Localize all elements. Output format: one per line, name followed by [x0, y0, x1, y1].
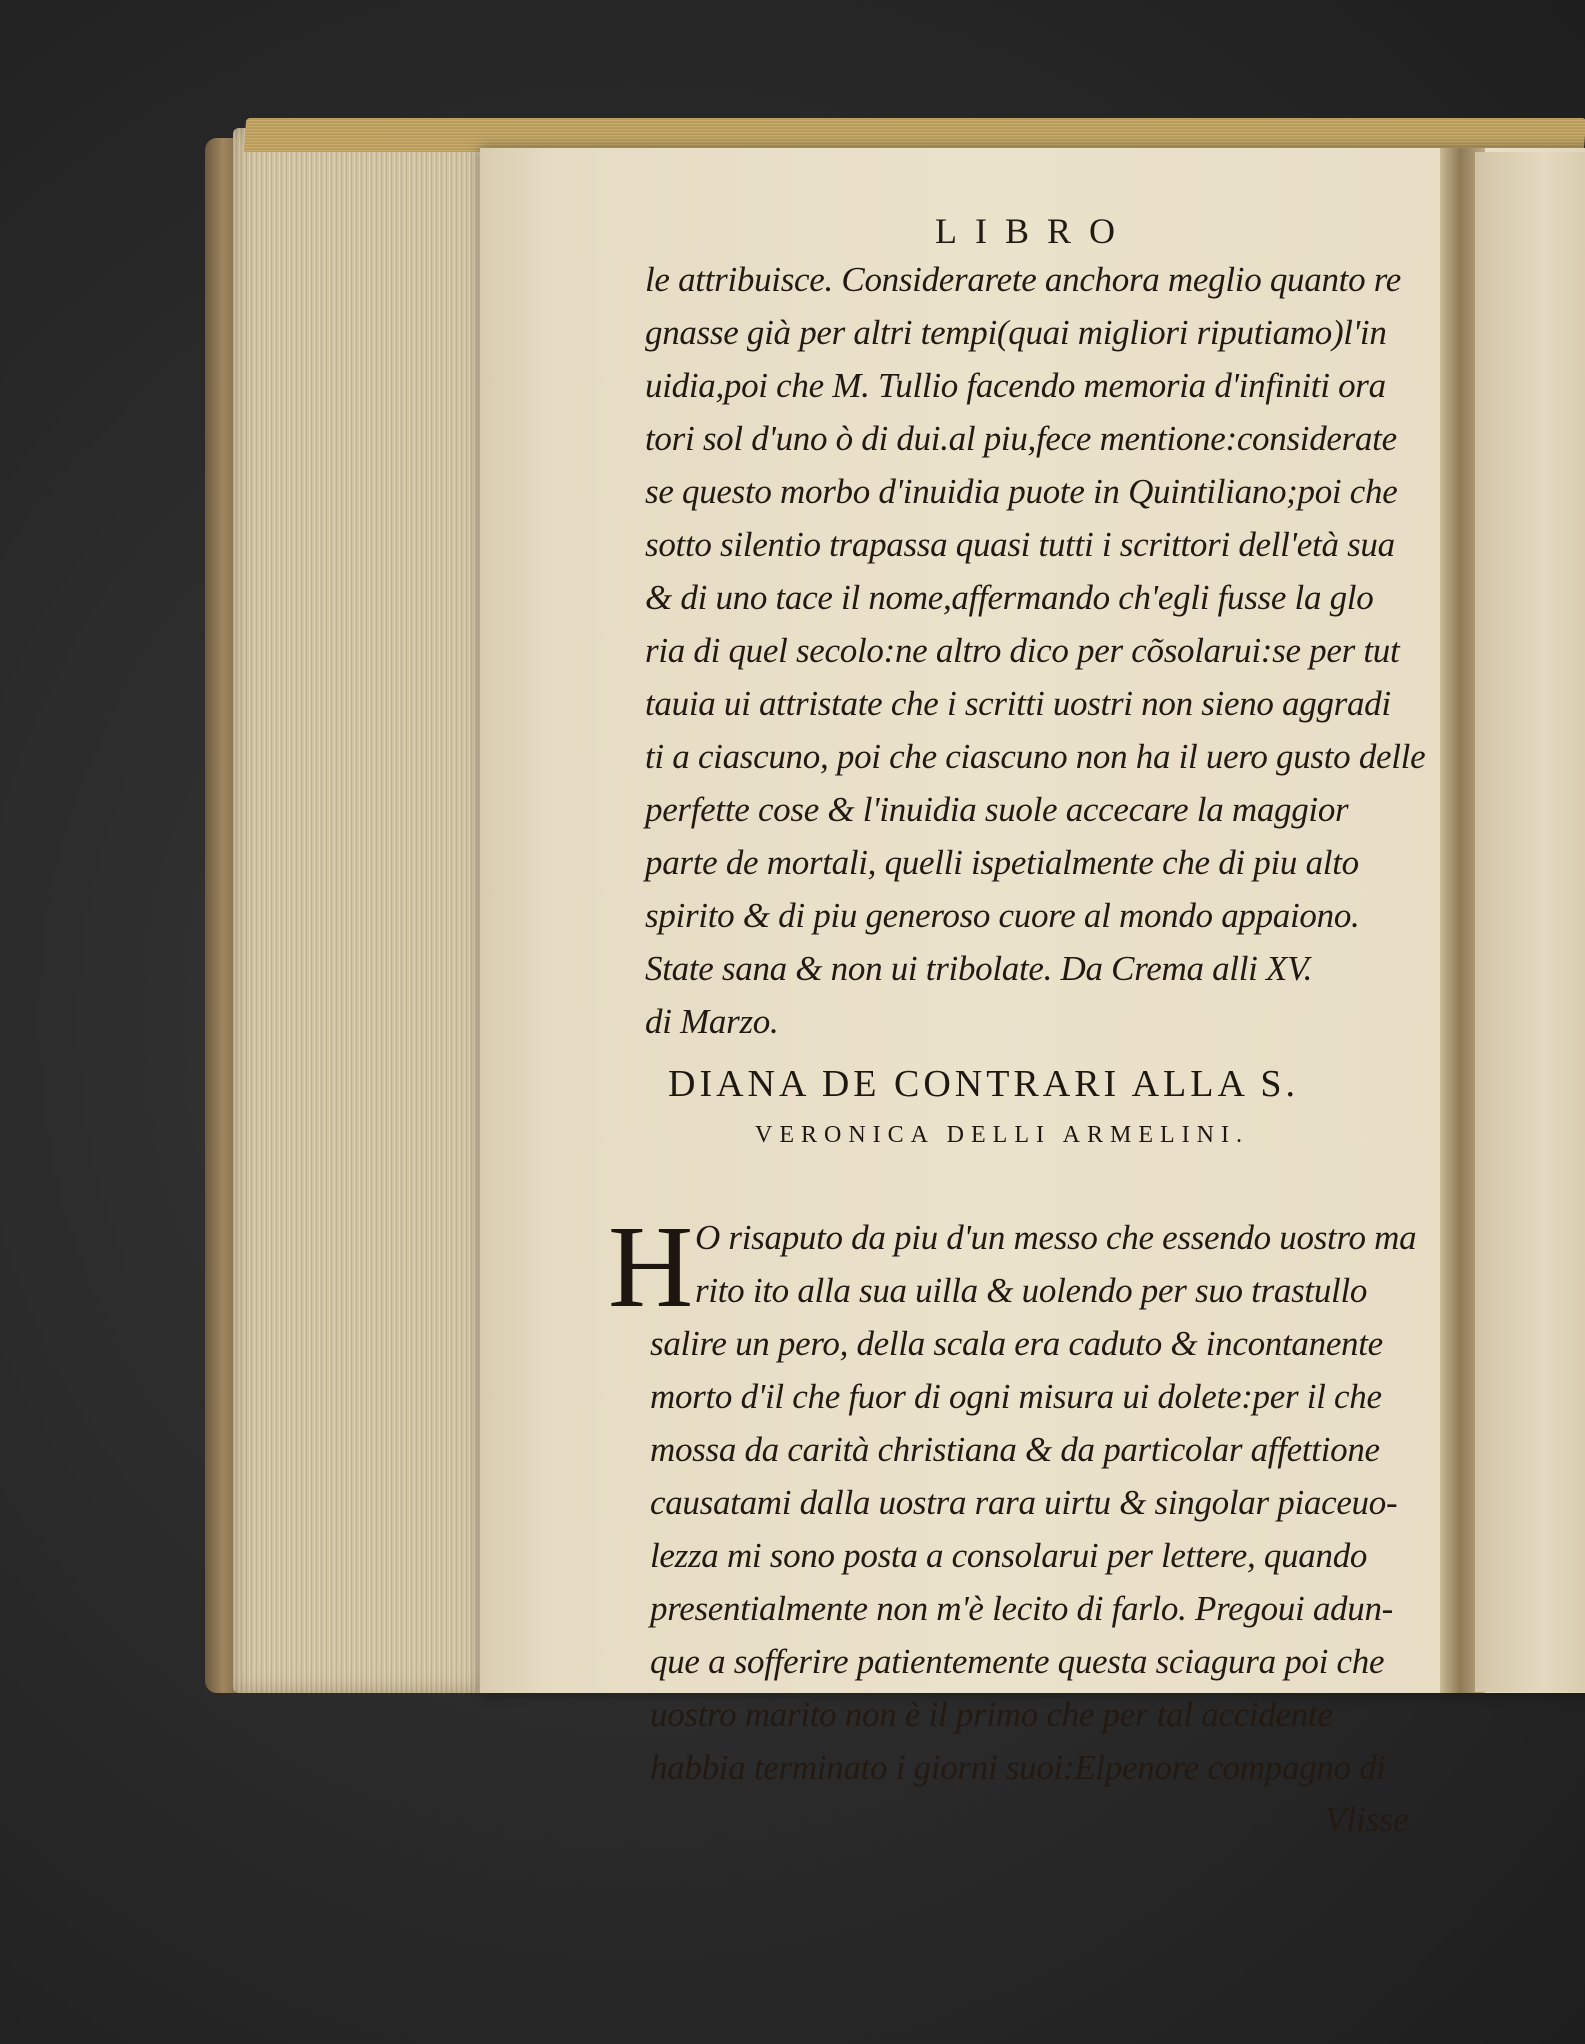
text-line: lezza mi sono posta a consolarui per lettere, quando — [650, 1536, 1368, 1575]
text-line: tauia ui attristate che i scritti uostri non sieno aggradi — [645, 684, 1391, 723]
text-line: parte de mortali, quelli ispetialmente che di piu alto — [645, 843, 1359, 882]
text-line: perfette cose & l'inuidia suole accecare la maggior — [645, 790, 1349, 829]
text-line: & di uno tace il nome,affermando ch'egli fusse la glo — [645, 578, 1374, 617]
text-line: salire un pero, della scala era caduto & incontanente — [650, 1324, 1383, 1363]
text-line: State sana & non ui tribolate. Da Crema alli XV. — [645, 949, 1313, 988]
text-line: uidia,poi che M. Tullio facendo memoria d'infiniti ora — [645, 366, 1386, 405]
letter-subheading: VERONICA DELLI ARMELINI. — [755, 1122, 1249, 1148]
text-line-last: habbia terminato i giorni suoi:Elpenore compagno di — [650, 1748, 1386, 1787]
text-line: le attribuisce. Considerarete anchora meglio quanto re — [645, 260, 1401, 299]
text-line: mossa da carità christiana & da particolar affettione — [650, 1430, 1380, 1469]
drop-cap: H — [608, 1201, 694, 1332]
text-line: ria di quel secolo:ne altro dico per cõsolarui:se per tut — [645, 631, 1400, 670]
text-line: spirito & di piu generoso cuore al mondo appaiono. — [645, 896, 1360, 935]
text-line: sotto silentio trapassa quasi tutti i scrittori dell'età sua — [645, 525, 1395, 564]
text-line: causatami dalla uostra rara uirtu & singolar piaceuo- — [650, 1483, 1398, 1522]
letter-heading: DIANA DE CONTRARI ALLA S. — [668, 1063, 1299, 1105]
text-line: tori sol d'uno ò di dui.al piu,fece mentione:considerate — [645, 419, 1397, 458]
text-line: gnasse già per altri tempi(quai migliori riputiamo)l'in — [645, 313, 1387, 352]
text-line: rito ito alla sua uilla & uolendo per suo trastullo — [695, 1271, 1368, 1310]
catchword: Vlisse — [1325, 1800, 1409, 1839]
text-line: presentialmente non m'è lecito di farlo. Pregoui adun- — [650, 1589, 1393, 1628]
text-line: uostro marito non è il primo che per tal accidente — [650, 1695, 1333, 1734]
text-line: di Marzo. — [645, 1002, 779, 1041]
page-top-edge — [244, 118, 1585, 152]
text-line: ti a ciascuno, poi che ciascuno non ha il uero gusto delle — [645, 737, 1426, 776]
text-line: que a sofferire patientemente questa sciagura poi che — [650, 1642, 1385, 1681]
text-line: O risaputo da piu d'un messo che essendo uostro ma — [695, 1218, 1417, 1257]
running-head: LIBRO — [935, 211, 1133, 251]
text-line: se questo morbo d'inuidia puote in Quintiliano;poi che — [645, 472, 1398, 511]
text-line: morto d'il che fuor di ogni misura ui dolete:per il che — [650, 1377, 1382, 1416]
facing-page — [1475, 152, 1585, 1692]
